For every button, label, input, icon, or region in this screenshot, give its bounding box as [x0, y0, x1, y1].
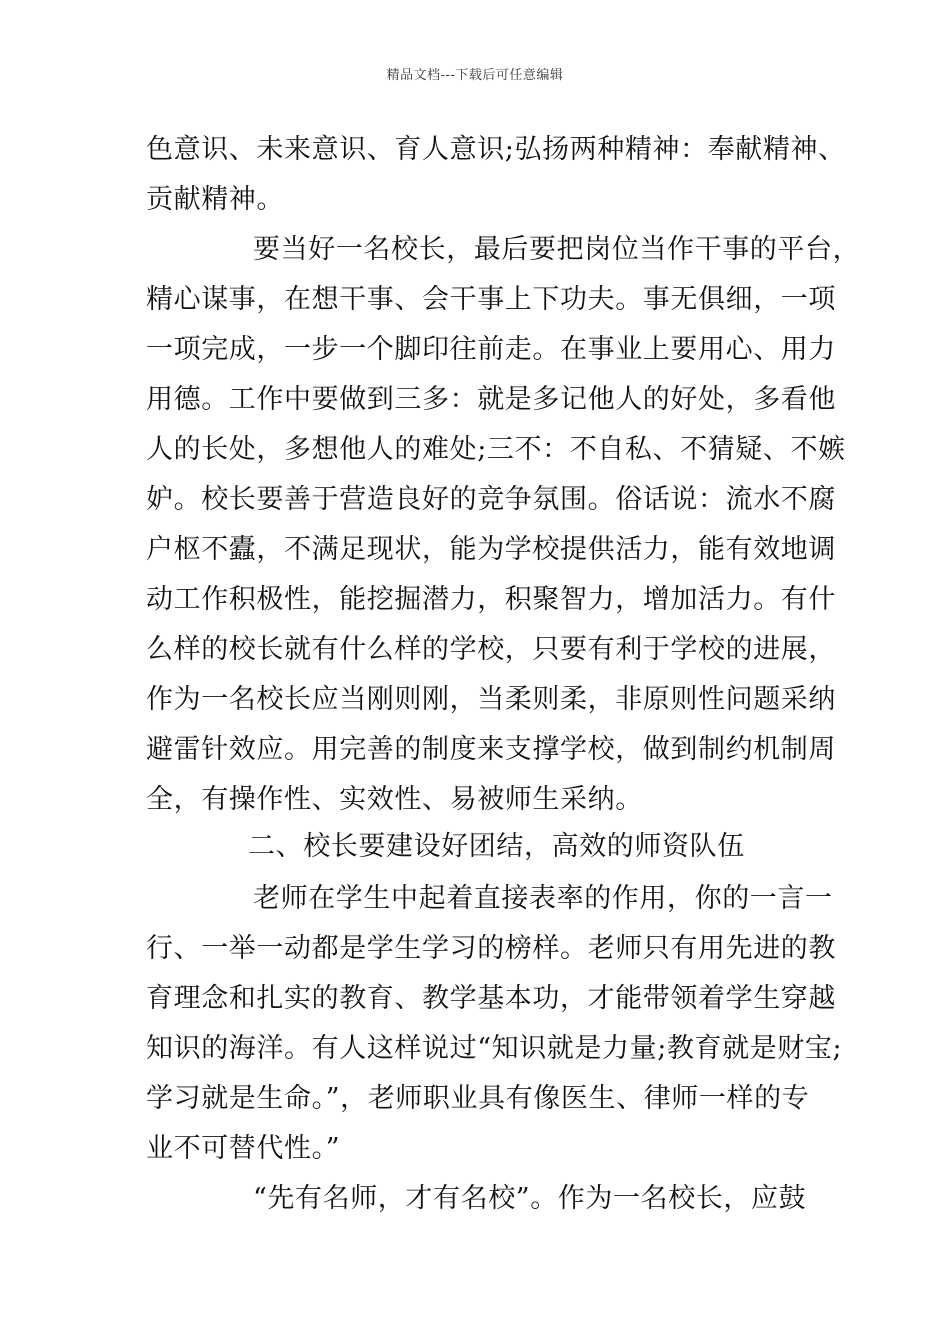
body-line: 户枢不蠹，不满足现状，能为学校提供活力，能有效地调	[146, 534, 836, 565]
body-line: 动工作积极性，能挖掘潜力，积聚智力，增加活力。有什	[146, 584, 836, 615]
body-line: 人的长处，多想他人的难处;三不：不自私、不猜疑、不嫉	[146, 434, 846, 465]
body-line: 妒。校长要善于营造良好的竞争氛围。俗话说：流水不腐	[146, 484, 836, 515]
body-line: 作为一名校长应当刚则刚，当柔则柔，非原则性问题采纳	[146, 684, 836, 715]
paragraph-start: 老师在学生中起着直接表率的作用，你的一言一	[253, 883, 833, 914]
body-line: 贡献精神。	[146, 184, 284, 215]
body-line: 学习就是生命。”，老师职业具有像医生、律师一样的专	[146, 1083, 810, 1114]
body-line: 么样的校长就有什么样的学校，只要有利于学校的进展，	[146, 634, 836, 665]
body-line: 避雷针效应。用完善的制度来支撑学校，做到制约机制周	[146, 734, 836, 765]
body-line: 行、一举一动都是学生学习的榜样。老师只有用先进的教	[146, 933, 836, 964]
page-header: 精品文档---下载后可任意编辑	[386, 68, 564, 83]
body-line: 全，有操作性、实效性、易被师生采纳。	[146, 784, 643, 815]
body-line: 业不可替代性。”	[146, 1133, 341, 1164]
paragraph-start: “先有名师，才有名校”。作为一名校长，应鼓	[253, 1183, 807, 1214]
section-heading: 二、校长要建设好团结，高效的师资队伍	[248, 831, 745, 862]
body-line: 一项完成，一步一个脚印往前走。在事业上要用心、用力	[146, 334, 836, 365]
body-line: 精心谋事，在想干事、会干事上下功夫。事无俱细，一项	[146, 284, 836, 315]
body-line: 色意识、未来意识、育人意识;弘扬两种精神：奉献精神、	[146, 134, 846, 165]
paragraph-start: 要当好一名校长，最后要把岗位当作干事的平台，	[253, 234, 861, 265]
body-line: 育理念和扎实的教育、教学基本功，才能带领着学生穿越	[146, 983, 836, 1014]
body-line: 用德。工作中要做到三多：就是多记他人的好处，多看他	[146, 384, 836, 415]
body-line: 知识的海洋。有人这样说过“知识就是力量;教育就是财宝;	[146, 1033, 843, 1064]
